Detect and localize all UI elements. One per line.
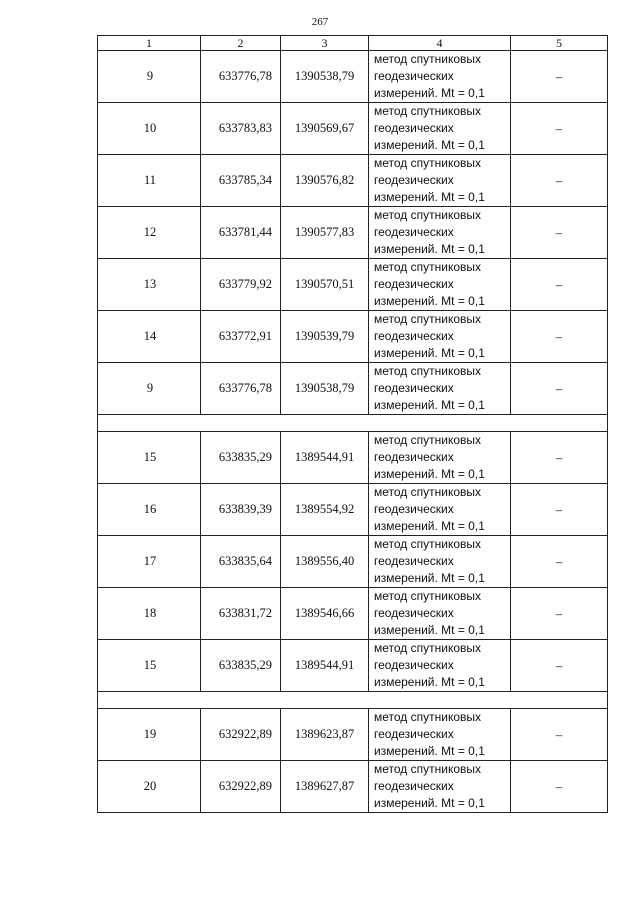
method-cell bbox=[369, 207, 511, 259]
x-coordinate-cell: 633831,72 bbox=[201, 588, 281, 640]
point-number-cell: 13 bbox=[98, 259, 201, 311]
method-line: измерений. Mt = 0,1 bbox=[374, 744, 485, 758]
method-line: геодезических bbox=[374, 606, 454, 620]
table-row bbox=[98, 259, 608, 311]
method-line: измерений. Mt = 0,1 bbox=[374, 190, 485, 204]
method-line: метод спутниковых bbox=[374, 485, 482, 499]
column-header-4: 4 bbox=[369, 36, 511, 51]
method-cell bbox=[369, 155, 511, 207]
point-number-cell: 9 bbox=[98, 51, 201, 103]
point-number-cell: 12 bbox=[98, 207, 201, 259]
x-coordinate-cell: 633776,78 bbox=[201, 363, 281, 415]
table-row bbox=[98, 588, 608, 640]
x-coordinate-cell: 633835,29 bbox=[201, 432, 281, 484]
y-coordinate-cell: 1389546,66 bbox=[281, 588, 369, 640]
method-line: измерений. Mt = 0,1 bbox=[374, 796, 485, 810]
method-line: геодезических bbox=[374, 69, 454, 83]
table-row bbox=[98, 761, 608, 813]
note-cell: – bbox=[511, 761, 608, 813]
group-separator-row bbox=[98, 415, 608, 432]
point-number-cell: 10 bbox=[98, 103, 201, 155]
method-line: измерений. Mt = 0,1 bbox=[374, 346, 485, 360]
x-coordinate-cell: 633835,29 bbox=[201, 640, 281, 692]
method-line: метод спутниковых bbox=[374, 762, 482, 776]
y-coordinate-cell: 1390569,67 bbox=[281, 103, 369, 155]
method-line: измерений. Mt = 0,1 bbox=[374, 675, 485, 689]
method-line: геодезических bbox=[374, 450, 454, 464]
method-line: метод спутниковых bbox=[374, 589, 482, 603]
table-header-row bbox=[98, 36, 608, 51]
method-line: метод спутниковых bbox=[374, 312, 482, 326]
note-cell: – bbox=[511, 536, 608, 588]
y-coordinate-cell: 1390539,79 bbox=[281, 311, 369, 363]
method-line: метод спутниковых bbox=[374, 208, 482, 222]
point-number-cell: 14 bbox=[98, 311, 201, 363]
method-cell bbox=[369, 432, 511, 484]
method-line: метод спутниковых bbox=[374, 156, 482, 170]
note-cell: – bbox=[511, 259, 608, 311]
page-number: 267 bbox=[311, 16, 329, 28]
method-line: измерений. Mt = 0,1 bbox=[374, 242, 485, 256]
table-row bbox=[98, 484, 608, 536]
point-number-cell: 16 bbox=[98, 484, 201, 536]
method-line: геодезических bbox=[374, 121, 454, 135]
note-cell: – bbox=[511, 640, 608, 692]
y-coordinate-cell: 1390570,51 bbox=[281, 259, 369, 311]
note-cell: – bbox=[511, 207, 608, 259]
x-coordinate-cell: 633785,34 bbox=[201, 155, 281, 207]
note-cell: – bbox=[511, 363, 608, 415]
column-header-3: 3 bbox=[281, 36, 369, 51]
note-cell: – bbox=[511, 311, 608, 363]
y-coordinate-cell: 1389627,87 bbox=[281, 761, 369, 813]
y-coordinate-cell: 1389544,91 bbox=[281, 640, 369, 692]
method-cell bbox=[369, 259, 511, 311]
group-separator-row bbox=[98, 692, 608, 709]
method-line: метод спутниковых bbox=[374, 364, 482, 378]
method-line: измерений. Mt = 0,1 bbox=[374, 571, 485, 585]
y-coordinate-cell: 1390576,82 bbox=[281, 155, 369, 207]
point-number-cell: 18 bbox=[98, 588, 201, 640]
note-cell: – bbox=[511, 588, 608, 640]
table-row bbox=[98, 103, 608, 155]
table-row bbox=[98, 51, 608, 103]
method-line: метод спутниковых bbox=[374, 537, 482, 551]
x-coordinate-cell: 633839,39 bbox=[201, 484, 281, 536]
y-coordinate-cell: 1389544,91 bbox=[281, 432, 369, 484]
point-number-cell: 20 bbox=[98, 761, 201, 813]
note-cell: – bbox=[511, 51, 608, 103]
table-row bbox=[98, 640, 608, 692]
method-line: измерений. Mt = 0,1 bbox=[374, 294, 485, 308]
method-line: геодезических bbox=[374, 225, 454, 239]
x-coordinate-cell: 632922,89 bbox=[201, 709, 281, 761]
table-row bbox=[98, 155, 608, 207]
point-number-cell: 11 bbox=[98, 155, 201, 207]
point-number-cell: 9 bbox=[98, 363, 201, 415]
column-header-2: 2 bbox=[201, 36, 281, 51]
method-cell bbox=[369, 709, 511, 761]
method-line: метод спутниковых bbox=[374, 52, 482, 66]
method-line: метод спутниковых bbox=[374, 433, 482, 447]
method-line: измерений. Mt = 0,1 bbox=[374, 86, 485, 100]
x-coordinate-cell: 633776,78 bbox=[201, 51, 281, 103]
method-cell bbox=[369, 363, 511, 415]
method-line: измерений. Mt = 0,1 bbox=[374, 519, 485, 533]
method-line: метод спутниковых bbox=[374, 710, 482, 724]
y-coordinate-cell: 1389623,87 bbox=[281, 709, 369, 761]
y-coordinate-cell: 1389556,40 bbox=[281, 536, 369, 588]
y-coordinate-cell: 1390538,79 bbox=[281, 51, 369, 103]
x-coordinate-cell: 632922,89 bbox=[201, 761, 281, 813]
point-number-cell: 15 bbox=[98, 640, 201, 692]
method-cell bbox=[369, 103, 511, 155]
method-cell bbox=[369, 484, 511, 536]
method-line: геодезических bbox=[374, 277, 454, 291]
table-row bbox=[98, 207, 608, 259]
separator-cell bbox=[98, 692, 608, 709]
separator-cell bbox=[98, 415, 608, 432]
method-line: геодезических bbox=[374, 502, 454, 516]
method-cell bbox=[369, 761, 511, 813]
table-row bbox=[98, 709, 608, 761]
method-line: геодезических bbox=[374, 173, 454, 187]
method-line: геодезических bbox=[374, 381, 454, 395]
point-number-cell: 17 bbox=[98, 536, 201, 588]
method-cell bbox=[369, 588, 511, 640]
note-cell: – bbox=[511, 103, 608, 155]
coordinates-table bbox=[97, 35, 608, 813]
y-coordinate-cell: 1390538,79 bbox=[281, 363, 369, 415]
method-line: геодезических bbox=[374, 779, 454, 793]
note-cell: – bbox=[511, 484, 608, 536]
y-coordinate-cell: 1390577,83 bbox=[281, 207, 369, 259]
table-body bbox=[98, 51, 608, 813]
column-header-1: 1 bbox=[98, 36, 201, 51]
x-coordinate-cell: 633835,64 bbox=[201, 536, 281, 588]
table-row bbox=[98, 311, 608, 363]
method-line: метод спутниковых bbox=[374, 104, 482, 118]
x-coordinate-cell: 633779,92 bbox=[201, 259, 281, 311]
column-header-5: 5 bbox=[511, 36, 608, 51]
x-coordinate-cell: 633772,91 bbox=[201, 311, 281, 363]
method-line: метод спутниковых bbox=[374, 260, 482, 274]
method-cell bbox=[369, 640, 511, 692]
method-line: геодезических bbox=[374, 658, 454, 672]
point-number-cell: 15 bbox=[98, 432, 201, 484]
point-number-cell: 19 bbox=[98, 709, 201, 761]
table-row bbox=[98, 363, 608, 415]
note-cell: – bbox=[511, 709, 608, 761]
method-line: измерений. Mt = 0,1 bbox=[374, 467, 485, 481]
method-line: геодезических bbox=[374, 727, 454, 741]
y-coordinate-cell: 1389554,92 bbox=[281, 484, 369, 536]
method-line: геодезических bbox=[374, 554, 454, 568]
x-coordinate-cell: 633781,44 bbox=[201, 207, 281, 259]
method-line: измерений. Mt = 0,1 bbox=[374, 138, 485, 152]
method-line: измерений. Mt = 0,1 bbox=[374, 398, 485, 412]
method-cell bbox=[369, 51, 511, 103]
x-coordinate-cell: 633783,83 bbox=[201, 103, 281, 155]
table-row bbox=[98, 432, 608, 484]
method-cell bbox=[369, 536, 511, 588]
method-line: измерений. Mt = 0,1 bbox=[374, 623, 485, 637]
method-line: метод спутниковых bbox=[374, 641, 482, 655]
method-cell bbox=[369, 311, 511, 363]
note-cell: – bbox=[511, 155, 608, 207]
method-line: геодезических bbox=[374, 329, 454, 343]
note-cell: – bbox=[511, 432, 608, 484]
table-row bbox=[98, 536, 608, 588]
